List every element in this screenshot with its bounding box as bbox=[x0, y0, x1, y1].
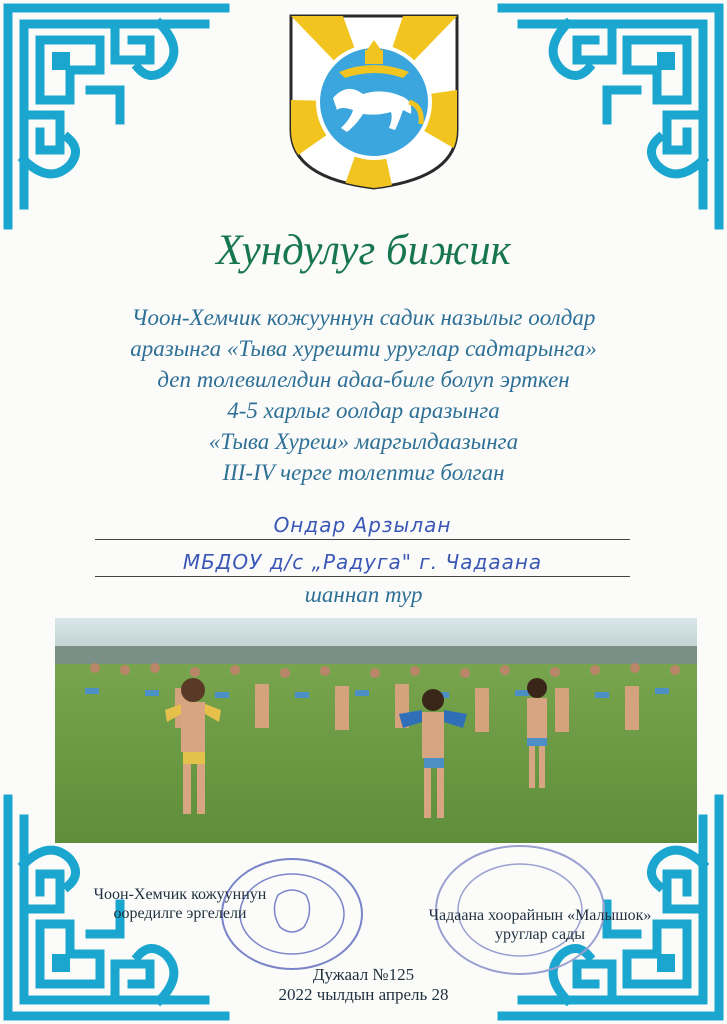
body-line: аразынга «Тыва хурешти уруглар садтарынга» bbox=[130, 336, 597, 361]
tuvan-ornament-icon bbox=[0, 0, 235, 230]
decree-block bbox=[0, 965, 727, 1005]
body-line: Чоон-Хемчик кожууннун садик назылыг оолдар bbox=[131, 305, 596, 330]
recipient-name: Ондар Арзылан bbox=[273, 513, 452, 537]
body-line: «Тыва Хуреш» маргылдаазынга bbox=[208, 429, 519, 454]
right-signature-line: уруглар сады bbox=[495, 926, 585, 943]
organization-underline bbox=[95, 576, 630, 577]
coat-of-arms bbox=[283, 10, 465, 192]
left-signature-line: Чоон-Хемчик кожууннун bbox=[93, 886, 267, 903]
decree-date: 2022 чылдын апрель 28 bbox=[278, 985, 449, 1004]
wrestlers-photo-image bbox=[55, 618, 697, 843]
body-line: III-IV черге толептиг болган bbox=[222, 460, 505, 485]
recipient-role: шаннап тур bbox=[304, 582, 423, 607]
tuvan-ornament-icon bbox=[492, 0, 727, 230]
corner-ornament-top-right bbox=[492, 0, 727, 230]
left-signature-line: ооредилге эргелели bbox=[113, 905, 247, 922]
wrestling-photo bbox=[55, 618, 697, 843]
decree-number: Дужаал №125 bbox=[312, 965, 415, 984]
right-signature-block bbox=[395, 906, 685, 944]
left-signature-block bbox=[60, 885, 300, 923]
name-underline bbox=[95, 539, 630, 540]
corner-ornament-top-left bbox=[0, 0, 235, 230]
body-line: деп толевилелдин адаа-биле болуп эрткен bbox=[157, 367, 570, 392]
horse-emblem-icon bbox=[283, 10, 465, 192]
recipient-organization: МБДОУ д/с „Радуга" г. Чадаана bbox=[182, 550, 543, 574]
certificate-body bbox=[60, 302, 667, 488]
right-signature-line: Чадаана хоорайнын «Малышок» bbox=[428, 907, 652, 924]
body-line: 4-5 харлыг оолдар аразынга bbox=[227, 398, 500, 423]
certificate-title: Хундулуг бижик bbox=[216, 227, 511, 274]
